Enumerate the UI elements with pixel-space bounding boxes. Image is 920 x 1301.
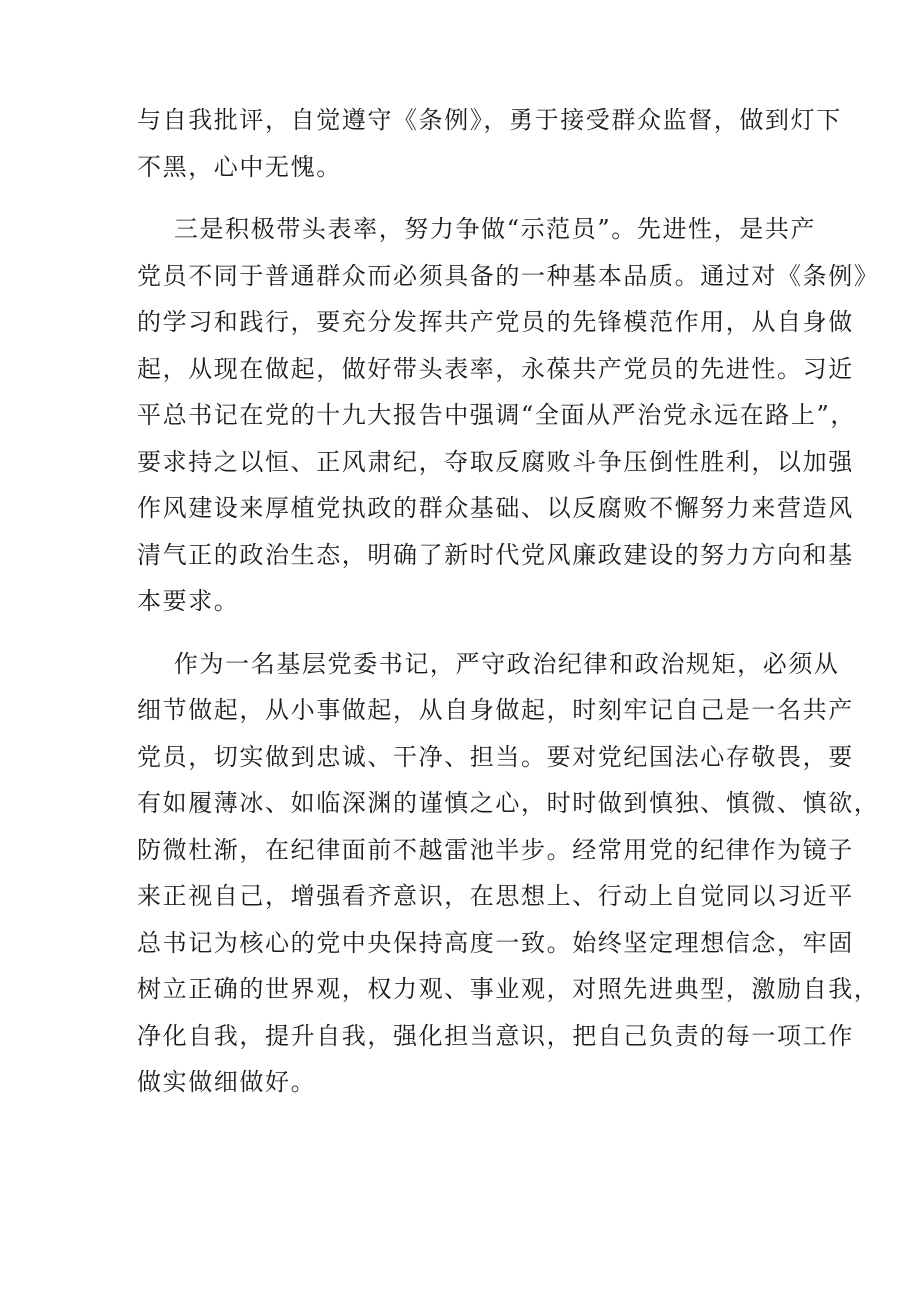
paragraph-line: 要求持之以恒、正风肃纪，夺取反腐败斗争压倒性胜利，以加强 [137,447,854,476]
paragraph-2 [137,206,880,625]
paragraph-line: 三是积极带头表率，努力争做“示范员”。先进性，是共产 [137,215,817,243]
paragraph-line: 防微杜渐，在纪律面前不越雷池半步。经常用党的纪律作为镜子 [137,835,854,864]
paragraph-line: 有如履薄冰、如临深渊的谨慎之心，时时做到慎独、慎微、慎欲， [137,789,880,817]
paragraph-line: 总书记为核心的党中央保持高度一致。始终坚定理想信念，牢固 [137,928,854,957]
paragraph-line: 党员不同于普通群众而必须具备的一种基本品质。通过对《条例》 [137,261,880,290]
paragraph-line: 作为一名基层党委书记，严守政治纪律和政治规矩，必须从 [137,649,840,678]
paragraph-line: 本要求。 [137,587,240,615]
document-body [137,97,880,1106]
paragraph-line: 清气正的政治生态，明确了新时代党风廉政建设的努力方向和基 [137,540,854,569]
paragraph-line: 起，从现在做起，做好带头表率，永葆共产党员的先进性。习近 [137,354,854,383]
paragraph-line: 净化自我，提升自我，强化担当意识，把自己负责的每一项工作 [137,1021,854,1050]
paragraph-line: 与自我批评，自觉遵守《条例》，勇于接受群众监督，做到灯下 [137,106,842,134]
paragraph-1 [137,97,842,190]
paragraph-line: 来正视自己，增强看齐意识，在思想上、行动上自觉同以习近平 [137,882,854,910]
paragraph-line: 树立正确的世界观，权力观、事业观，对照先进典型，激励自我， [137,975,880,1003]
paragraph-line: 细节做起，从小事做起，从自身做起，时刻牢记自己是一名共产 [137,696,854,724]
paragraph-line: 的学习和践行，要充分发挥共产党员的先锋模范作用，从自身做 [137,308,854,336]
paragraph-line: 党员，切实做到忠诚、干净、担当。要对党纪国法心存敬畏，要 [137,742,854,771]
paragraph-line: 作风建设来厚植党执政的群众基础、以反腐败不懈努力来营造风 [137,494,854,522]
paragraph-line: 平总书记在党的十九大报告中强调“全面从严治党永远在路上”， [137,401,856,429]
paragraph-3 [137,641,880,1106]
paragraph-line: 不黑，心中无愧。 [137,152,342,181]
paragraph-line: 做实做细做好。 [137,1068,317,1096]
